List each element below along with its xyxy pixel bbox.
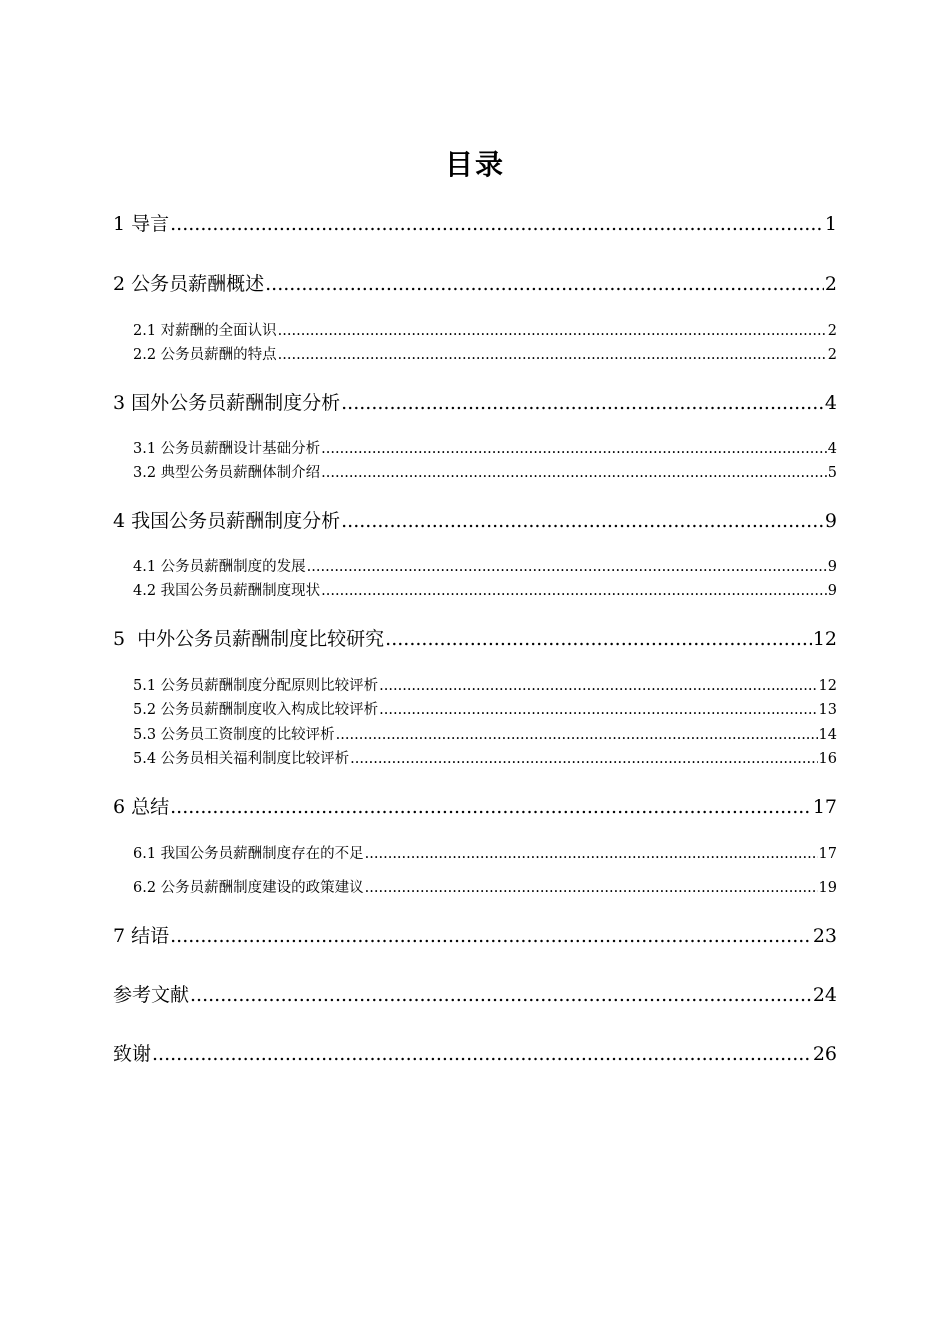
toc-entry-page: 9 [824, 510, 837, 532]
dot-leader [170, 922, 812, 950]
toc-entry-6-2[interactable] [133, 877, 837, 899]
toc-entry-label: 5.4 公务员相关福利制度比较评析 [133, 751, 350, 767]
toc-entry-label: 6 总结 [113, 796, 170, 818]
dot-leader [336, 724, 818, 746]
toc-entry-label: 3.2 典型公务员薪酬体制介绍 [133, 465, 321, 481]
toc-entry-page: 17 [812, 796, 837, 818]
toc-entry-page: 26 [812, 1043, 837, 1065]
toc-entry-4-1[interactable] [133, 556, 837, 578]
dot-leader [321, 462, 827, 484]
toc-entry-acknowledgements[interactable] [113, 1040, 837, 1068]
toc-entry-page: 9 [827, 559, 837, 575]
toc-entry-5-4[interactable] [133, 748, 837, 770]
toc-entry-page: 2 [827, 323, 837, 339]
dot-leader [152, 1040, 812, 1068]
toc-entry-page: 24 [812, 984, 837, 1006]
toc-entry-page: 17 [818, 846, 837, 862]
toc-entry-label: 参考文献 [113, 984, 190, 1006]
toc-entry-5-3[interactable] [133, 724, 837, 746]
toc-entry-page: 4 [827, 441, 837, 457]
toc-entry-5-1[interactable] [133, 675, 837, 697]
toc-entry-page: 23 [812, 925, 837, 947]
toc-entry-label: 4.1 公务员薪酬制度的发展 [133, 559, 306, 575]
toc-entry-1[interactable] [113, 210, 837, 238]
dot-leader [170, 793, 812, 821]
toc-entry-3-1[interactable] [133, 438, 837, 460]
toc-entry-page: 5 [827, 465, 837, 481]
toc-entry-5[interactable] [113, 625, 837, 653]
page-title: 目录 [444, 148, 505, 181]
toc-entry-2-2[interactable] [133, 344, 837, 366]
dot-leader [379, 699, 817, 721]
toc-entry-label: 7 结语 [113, 925, 170, 947]
dot-leader [365, 843, 818, 865]
toc-entry-2-1[interactable] [133, 320, 837, 342]
toc-entry-label: 3 国外公务员薪酬制度分析 [113, 392, 341, 414]
dot-leader [365, 877, 818, 899]
dot-leader [341, 389, 824, 417]
toc-entry-label: 2.2 公务员薪酬的特点 [133, 347, 277, 363]
toc-entry-page: 14 [818, 727, 837, 743]
toc-entry-label: 1 导言 [113, 213, 170, 235]
dot-leader [278, 344, 827, 366]
toc-entry-page: 16 [818, 751, 837, 767]
toc-entry-label: 6.2 公务员薪酬制度建设的政策建议 [133, 880, 364, 896]
toc-entry-label: 2.1 对薪酬的全面认识 [133, 323, 277, 339]
toc-entry-label: 4 我国公务员薪酬制度分析 [113, 510, 341, 532]
dot-leader [321, 580, 827, 602]
dot-leader [307, 556, 827, 578]
dot-leader [170, 210, 824, 238]
dot-leader [190, 981, 812, 1009]
toc-entry-page: 2 [824, 273, 837, 295]
toc-entry-3[interactable] [113, 389, 837, 417]
toc-entry-page: 4 [824, 392, 837, 414]
toc-entry-label: 4.2 我国公务员薪酬制度现状 [133, 583, 321, 599]
toc-entry-page: 9 [827, 583, 837, 599]
toc-entry-references[interactable] [113, 981, 837, 1009]
toc-entry-6-1[interactable] [133, 843, 837, 865]
dot-leader [350, 748, 817, 770]
dot-leader [321, 438, 827, 460]
toc-entry-label: 5 中外公务员薪酬制度比较研究 [113, 628, 385, 650]
toc-entry-label: 致谢 [113, 1043, 152, 1065]
toc-entry-3-2[interactable] [133, 462, 837, 484]
toc-entry-label: 6.1 我国公务员薪酬制度存在的不足 [133, 846, 364, 862]
toc-entry-page: 12 [812, 628, 837, 650]
toc-entry-2[interactable] [113, 270, 837, 298]
toc-entry-page: 19 [818, 880, 837, 896]
toc-entry-label: 3.1 公务员薪酬设计基础分析 [133, 441, 321, 457]
toc-entry-4[interactable] [113, 507, 837, 535]
toc-entry-7[interactable] [113, 922, 837, 950]
toc-entry-4-2[interactable] [133, 580, 837, 602]
toc-entry-label: 5.3 公务员工资制度的比较评析 [133, 727, 335, 743]
toc-entry-label: 5.2 公务员薪酬制度收入构成比较评析 [133, 702, 379, 718]
dot-leader [278, 320, 827, 342]
toc-entry-label: 5.1 公务员薪酬制度分配原则比较评析 [133, 678, 379, 694]
dot-leader [341, 507, 824, 535]
toc-entry-6[interactable] [113, 793, 837, 821]
dot-leader [385, 625, 812, 653]
toc-entry-label: 2 公务员薪酬概述 [113, 273, 265, 295]
toc-entry-page: 1 [824, 213, 837, 235]
toc-entry-page: 12 [818, 678, 837, 694]
dot-leader [265, 270, 824, 298]
toc-entry-page: 13 [818, 702, 837, 718]
dot-leader [379, 675, 817, 697]
toc-entry-5-2[interactable] [133, 699, 837, 721]
toc-entry-page: 2 [827, 347, 837, 363]
